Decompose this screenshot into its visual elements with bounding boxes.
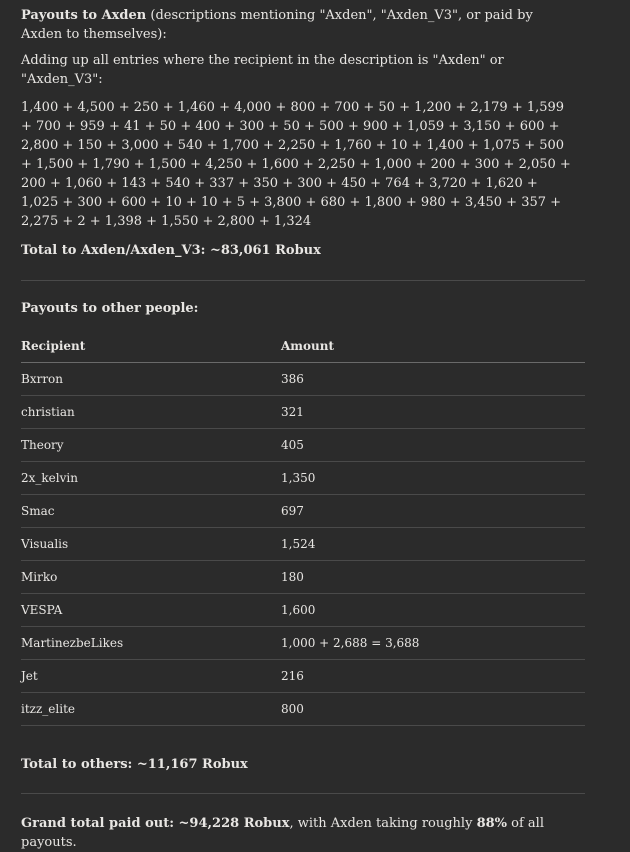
axden-intro-text: Adding up all entries where the recipient in the description is "Axden" or "Axden_V3": bbox=[21, 53, 504, 87]
table-row bbox=[21, 627, 585, 660]
table-row bbox=[21, 495, 585, 528]
amount-cell: 697 bbox=[281, 495, 585, 528]
column-header-recipient: Recipient bbox=[21, 330, 281, 363]
table-row bbox=[21, 462, 585, 495]
axden-addends-list: 1,400 + 4,500 + 250 + 1,460 + 4,000 + 800 + 700 + 50 + 1,200 + 2,179 + 1,599 + 700 + 959 + 41 + 50 + 400 + 300 + 50 + 500 + 900 + 1,059 + 3,150 + 600 + 2,800 + 150 + 3,000 + 540 + 1,700 + 2,250 + 1,760 + 10 + 1,400 + 1,075 + 500 + 1,500 + 1,790 + 1,500 + 4,250 + 1,600 + 2,250 + 1,000 + 200 + 300 + 2,050 + 200 + 1,060 + 143 + 540 + 337 + 350 + 300 + 450 + 764 + 3,720 + 1,620 + 1,025 + 300 + 600 + 10 + 10 + 5 + 3,800 + 680 + 1,800 + 980 + 3,450 + 357 + 2,275 + 2 + 1,398 + 1,550 + 2,800 + 1,324 bbox=[21, 100, 571, 229]
section-divider bbox=[21, 793, 585, 794]
amount-cell: 405 bbox=[281, 429, 585, 462]
axden-share-percent: 88% bbox=[476, 816, 508, 831]
amount-cell: 386 bbox=[281, 363, 585, 396]
grand-total-line bbox=[21, 814, 585, 852]
recipient-cell: Bxrron bbox=[21, 363, 281, 396]
table-row bbox=[21, 528, 585, 561]
axden-heading-description: (descriptions mentioning "Axden", "Axden_V3", or paid by Axden to themselves): bbox=[21, 8, 533, 42]
grand-total-bold: Grand total paid out: ~94,228 Robux bbox=[21, 816, 290, 831]
axden-section-heading bbox=[21, 6, 551, 44]
recipient-cell: Jet bbox=[21, 660, 281, 693]
recipient-cell: itzz_elite bbox=[21, 693, 281, 726]
table-row bbox=[21, 660, 585, 693]
amount-cell: 1,524 bbox=[281, 528, 585, 561]
amount-cell: 1,000 + 2,688 = 3,688 bbox=[281, 627, 585, 660]
axden-total: Total to Axden/Axden_V3: ~83,061 Robux bbox=[21, 243, 321, 258]
recipient-cell: Smac bbox=[21, 495, 281, 528]
grand-total-end: of all payouts. bbox=[21, 816, 544, 850]
table-row bbox=[21, 429, 585, 462]
grand-total-middle: , with Axden taking roughly bbox=[289, 816, 477, 831]
table-header-row bbox=[21, 330, 585, 363]
table-row bbox=[21, 561, 585, 594]
recipient-cell: Visualis bbox=[21, 528, 281, 561]
table-row bbox=[21, 693, 585, 726]
amount-cell: 321 bbox=[281, 396, 585, 429]
others-total: Total to others: ~11,167 Robux bbox=[21, 757, 248, 772]
others-payout-table bbox=[21, 330, 585, 726]
others-section-heading: Payouts to other people: bbox=[21, 301, 199, 316]
amount-cell: 800 bbox=[281, 693, 585, 726]
recipient-cell: Theory bbox=[21, 429, 281, 462]
table-row bbox=[21, 594, 585, 627]
section-divider bbox=[21, 280, 585, 281]
recipient-cell: christian bbox=[21, 396, 281, 429]
column-header-amount: Amount bbox=[281, 330, 585, 363]
recipient-cell: VESPA bbox=[21, 594, 281, 627]
amount-cell: 1,600 bbox=[281, 594, 585, 627]
table-row bbox=[21, 363, 585, 396]
recipient-cell: MartinezbeLikes bbox=[21, 627, 281, 660]
amount-cell: 1,350 bbox=[281, 462, 585, 495]
amount-cell: 216 bbox=[281, 660, 585, 693]
table-row bbox=[21, 396, 585, 429]
amount-cell: 180 bbox=[281, 561, 585, 594]
recipient-cell: 2x_kelvin bbox=[21, 462, 281, 495]
axden-heading-bold: Payouts to Axden bbox=[21, 8, 147, 23]
recipient-cell: Mirko bbox=[21, 561, 281, 594]
response-content bbox=[21, 6, 585, 852]
